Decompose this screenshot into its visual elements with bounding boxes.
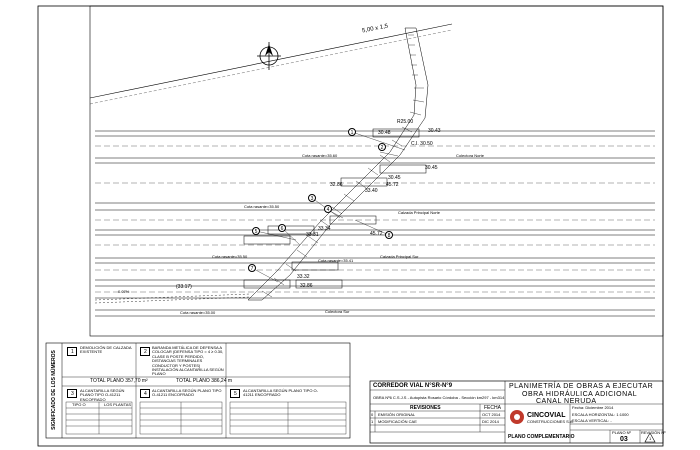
elevation-label: Cota rasante=35.00 [180,310,216,315]
drawing-subtitle: OBRA HIDRÁULICA ADICIONAL [522,391,638,398]
reference-circle: 8 [385,231,393,239]
revision-number-value: 1 [649,436,652,441]
horizontal-scale: ESCALA HORIZONTAL: 1:1000 [572,412,629,417]
revision-date: OCT 2014 [482,412,501,417]
company-name: CINCOVIAL [527,412,566,419]
dimension-label: 33.32 [297,274,310,280]
slope-label: 0.07% [118,289,130,294]
reference-circle: 3 [308,194,316,202]
drawing-subtitle: CANAL NERUDA [536,398,597,405]
reference-circle: 5 [252,227,260,235]
dimension-label: 30.43 [428,128,441,134]
dimension-label: 32.86 [300,283,313,289]
revisions-header: REVISIONES [410,405,441,411]
project-title: CORREDOR VIAL N°SR-N°9 [373,383,453,389]
legend-item-text: ALCANTARILLA SEGÚN PLANO TIPO O-41211 ENCOFRADO [152,388,222,398]
legend-side-title: SIGNIFICADO DE LOS NÚMEROS [51,350,57,430]
plan-number-label: PLANO Nº [612,430,632,435]
reference-circle: 4 [324,205,332,213]
date-header: FECHA [484,405,501,411]
dimension-label: 45.72 [386,182,399,188]
reference-circle: 7 [248,264,256,272]
dimension-label: R25.00 [397,119,414,125]
legend-total: TOTAL PLANO 357,70 m² [90,378,148,384]
revision-label: REVISIÓN Nº [641,430,666,435]
vertical-scale: ESCALA VERTICAL: - [572,418,612,423]
plan-type: PLANO COMPLEMENTARIO [508,434,575,440]
reference-circle: 6 [278,224,286,232]
top-road-label: 5,00 x 1,5 [361,23,389,35]
revision-number: 1 [371,419,374,424]
legend-total: TOTAL PLANO 386,24 m [176,378,233,384]
legend-number: 1 [71,349,74,355]
street-label: Colectora Norte [456,153,485,158]
legend-item-text: ALCANTARILLA SEGÚN PLANO TIPO O-41211 ENCOFRADO [243,388,318,398]
dimension-label: 45.72 [370,231,383,237]
dimension-label: C.I. 30.50 [411,141,433,147]
drawing-title: PLANIMETRÍA DE OBRAS A EJECUTAR [509,383,654,390]
reference-circle: 1 [348,128,356,136]
table-header: TIPO O [72,402,86,407]
date-info: Fecha: Diciembre 2014 [572,405,614,410]
dimension-label: 33.40 [365,188,378,194]
dimension-label: 33.31 [306,232,319,238]
legend-number: 4 [144,391,147,397]
revision-date: DIC 2014 [482,419,499,424]
reference-circle: 2 [378,143,386,151]
elevation-label: Cota rasante=35.50 [244,204,280,209]
elevation-label: Cota rasante=35.41 [318,258,354,263]
dimension-label: 33.34 [318,226,331,232]
legend-item-text: BARANDA METÁLICA DE DEFENSA A COLOCAR (DEFENSA TIPO = 4 ≥ 0.30, CLASE B POSTE PERDIDO, DISTANCIAS TERMINALES CONDUCTOR Y POSTES) INSTALACIÓN ALCANTARILLA SEGÚN PLANO [152,345,224,377]
dimension-label: 30.48 [378,130,391,136]
work-description: OBRA Nº6 C.S.J.S - Autopista Rosario Córdoba - Sección km297 - km314 [373,395,505,400]
street-label: Calzada Principal Sur [380,254,419,259]
company-logo-icon [510,410,524,424]
revision-entry: MODIFICACIÓN CAE [378,419,417,424]
company-subtitle: CONSTRUCCIONES S.A. [527,419,574,424]
dimension-label: 30.45 [388,175,401,181]
revision-number: 0 [371,412,374,417]
street-label: Colectora Sur [325,309,350,314]
legend-number: 2 [144,349,147,355]
legend-number: 5 [234,391,237,397]
plan-number: 03 [620,436,628,443]
elevation-label: Cota rasante=35.50 [212,254,248,259]
legend-item-text: ALCANTARILLA SEGÚN PLANO TIPO O-41211 ENCOFRADO [80,388,125,402]
legend-item-text: DEMOLICIÓN DE CALZADA EXISTENTE [80,345,132,355]
elevation-label: Cota rasante=35.60 [302,153,338,158]
street-label: Calzada Principal Norte [398,210,441,215]
dimension-label: (33.17) [176,284,192,290]
dimension-label: 32.86 [330,182,343,188]
revision-entry: EMISIÓN ORIGINAL [378,412,416,417]
dimension-label: 30.45 [425,165,438,171]
table-header: LOS PLANTAS [104,402,132,407]
legend-number: 3 [71,391,74,397]
